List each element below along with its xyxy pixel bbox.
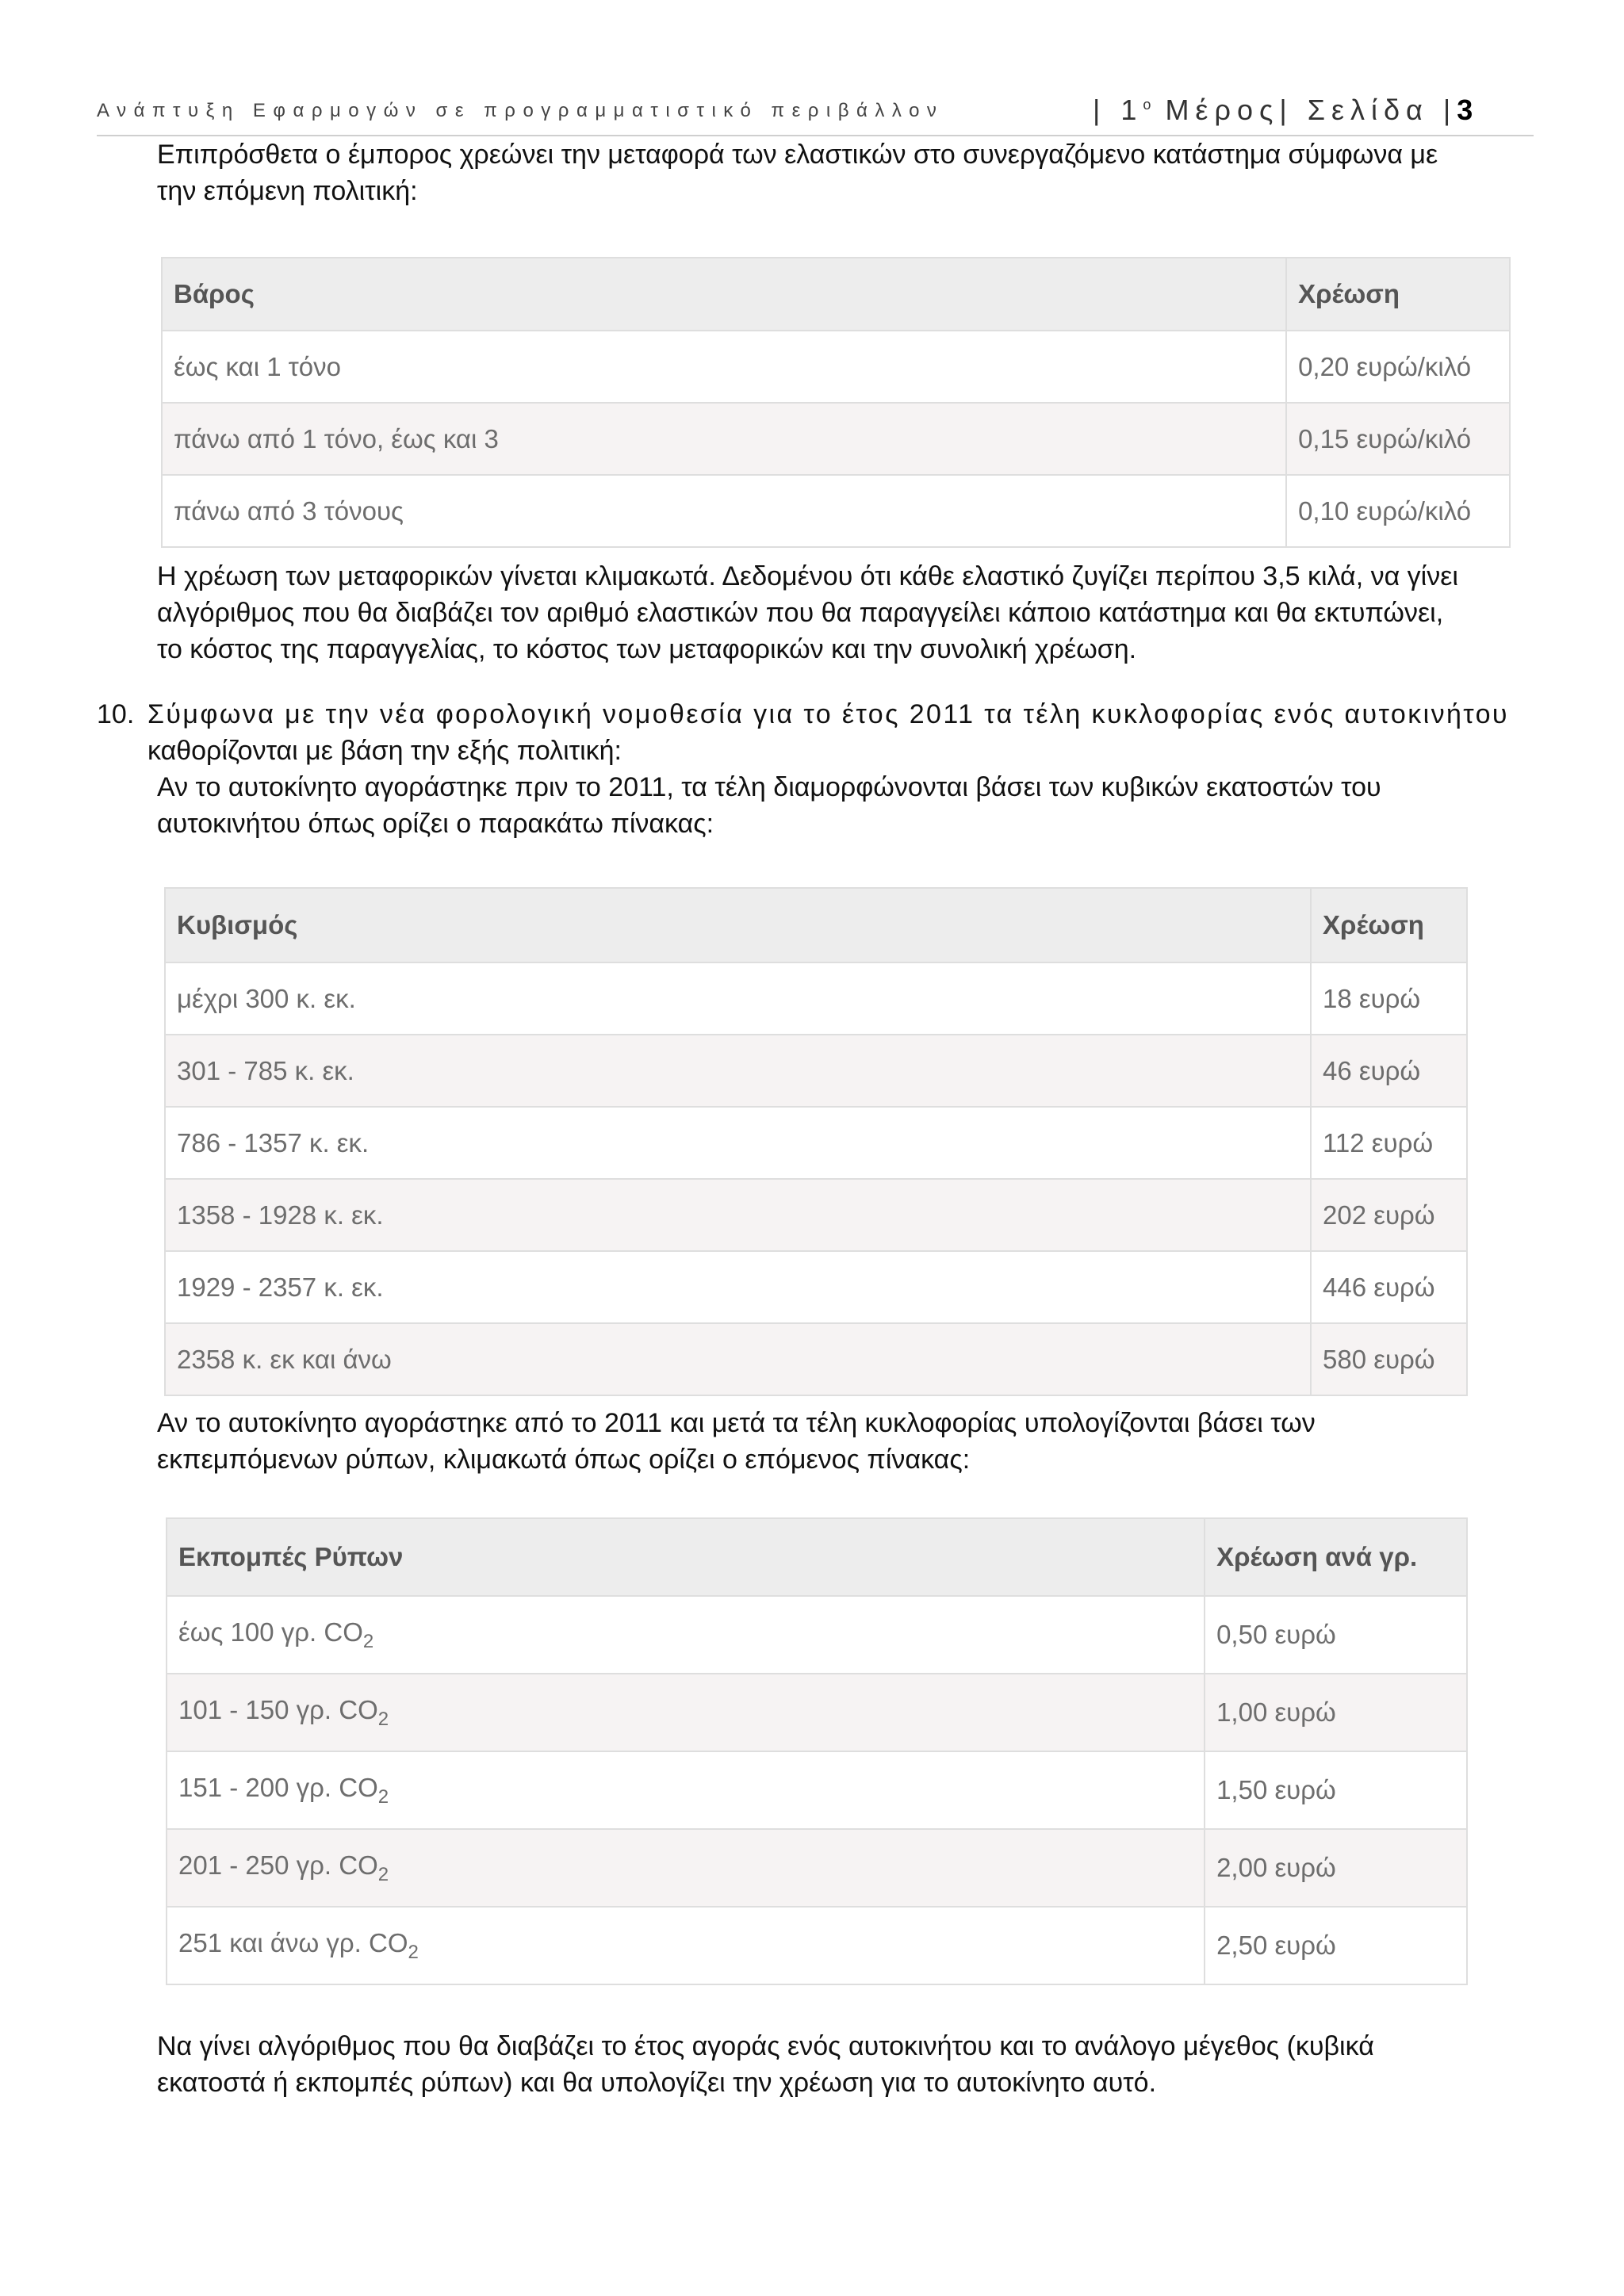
header-separator-2: | [1279, 94, 1293, 126]
charge-cell: 112 ευρώ [1311, 1107, 1467, 1179]
weight-cell: έως και 1 τόνο [162, 331, 1286, 403]
emissions-cell [167, 1596, 1205, 1674]
emissions-cell [167, 1674, 1205, 1751]
charge-cell: 0,15 ευρώ/κιλό [1286, 403, 1510, 475]
co2-label: CO [324, 1617, 363, 1647]
charge-cell: 446 ευρώ [1311, 1251, 1467, 1323]
emissions-table [166, 1517, 1468, 1985]
table-row [162, 331, 1510, 403]
capacity-cell: 301 - 785 κ. εκ. [165, 1035, 1311, 1107]
page-number: 3 [1457, 94, 1473, 126]
shipping-line-1: Η χρέωση των μεταφορικών γίνεται κλιμακωτά. Δεδομένου ότι κάθε ελαστικό ζυγίζει περίπου 3,5 κιλά, να γίνει [157, 561, 1458, 591]
table-row [165, 1251, 1467, 1323]
item-10-line-2: καθορίζονται με βάση την εξής πολιτική: [147, 736, 622, 766]
column-header-charge: Χρέωση [1286, 258, 1510, 331]
intro-paragraph [157, 136, 1438, 209]
table-row [167, 1907, 1467, 1984]
column-header-charge: Χρέωση [1311, 888, 1467, 962]
co2-subscript: 2 [408, 1941, 419, 1963]
co2-subscript: 2 [377, 1785, 389, 1808]
co2-subscript: 2 [377, 1708, 389, 1730]
table-header-row [162, 258, 1510, 331]
charge-cell: 2,50 ευρώ [1205, 1907, 1467, 1984]
charge-cell: 18 ευρώ [1311, 962, 1467, 1035]
emissions-cell [167, 1751, 1205, 1829]
table-row [167, 1829, 1467, 1907]
emissions-cell [167, 1907, 1205, 1984]
item-10-line-1: Σύμφωνα με την νέα φορολογική νομοθεσία για το έτος 2011 τα τέλη κυκλοφορίας ενός αυτοκινήτου [147, 699, 1509, 729]
page-header [97, 94, 1534, 136]
part-number: 1 [1120, 94, 1143, 126]
emissions-range: 251 και άνω γρ. [178, 1927, 362, 1957]
table-row [162, 475, 1510, 547]
shipping-charges-table [161, 257, 1511, 548]
charge-cell: 580 ευρώ [1311, 1323, 1467, 1395]
intro-line-2: την επόμενη πολιτική: [157, 176, 418, 206]
co2-label: CO [339, 1694, 378, 1724]
shipping-paragraph [157, 558, 1458, 668]
co2-label: CO [369, 1927, 408, 1957]
shipping-line-3: το κόστος της παραγγελίας, το κόστος των μεταφορικών και την συνολική χρέωση. [157, 634, 1137, 664]
capacity-cell: 1929 - 2357 κ. εκ. [165, 1251, 1311, 1323]
header-separator-3: | [1442, 94, 1457, 126]
table-header-row [165, 888, 1467, 962]
charge-cell: 1,00 ευρώ [1205, 1674, 1467, 1751]
table-row [165, 1035, 1467, 1107]
emissions-line-2: εκπεμπόμενων ρύπων, κλιμακωτά όπως ορίζει ο επόμενος πίνακας: [157, 1445, 971, 1475]
emissions-line-1: Αν το αυτοκίνητο αγοράστηκε από το 2011 και μετά τα τέλη κυκλοφορίας υπολογίζονται βάσει των [157, 1408, 1316, 1438]
charge-cell: 0,50 ευρώ [1205, 1596, 1467, 1674]
shipping-line-2: αλγόριθμος που θα διαβάζει τον αριθμό ελαστικών που θα παραγγείλει κάποιο κατάστημα και θα εκτυπώνει, [157, 598, 1444, 628]
table-row [165, 962, 1467, 1035]
emissions-paragraph [157, 1405, 1316, 1478]
co2-subscript: 2 [377, 1863, 389, 1885]
part-ordinal: ο [1143, 97, 1151, 113]
final-line-2: εκατοστά ή εκπομπές ρύπων) και θα υπολογίζει την χρέωση για το αυτοκίνητο αυτό. [157, 2068, 1157, 2098]
co2-label: CO [339, 1772, 378, 1802]
weight-cell: πάνω από 3 τόνους [162, 475, 1286, 547]
final-paragraph [157, 2028, 1374, 2101]
emissions-range: 101 - 150 γρ. [178, 1694, 332, 1724]
capacity-cell: 786 - 1357 κ. εκ. [165, 1107, 1311, 1179]
emissions-range: έως 100 γρ. [178, 1617, 317, 1647]
engine-capacity-table [164, 887, 1468, 1396]
weight-cell: πάνω από 1 τόνο, έως και 3 [162, 403, 1286, 475]
table-header-row [167, 1518, 1467, 1596]
charge-cell: 0,20 ευρώ/κιλό [1286, 331, 1510, 403]
page-word: Σελίδα [1307, 94, 1429, 126]
column-header-emissions: Εκπομπές Ρύπων [167, 1518, 1205, 1596]
table-row [167, 1674, 1467, 1751]
table-row [167, 1751, 1467, 1829]
table-row [162, 403, 1510, 475]
table-row [165, 1179, 1467, 1251]
header-separator-1: | [1093, 94, 1107, 126]
charge-cell: 1,50 ευρώ [1205, 1751, 1467, 1829]
capacity-cell: μέχρι 300 κ. εκ. [165, 962, 1311, 1035]
intro-line-1: Επιπρόσθετα ο έμπορος χρεώνει την μεταφορά των ελαστικών στο συνεργαζόμενο κατάστημα σύμφωνα με [157, 140, 1438, 170]
item-10-line-4: αυτοκινήτου όπως ορίζει ο παρακάτω πίνακας: [157, 809, 714, 839]
column-header-charge-per-gram: Χρέωση ανά γρ. [1205, 1518, 1467, 1596]
co2-label: CO [339, 1850, 378, 1880]
charge-cell: 0,10 ευρώ/κιλό [1286, 475, 1510, 547]
item-number: 10. [97, 699, 135, 729]
emissions-cell [167, 1829, 1205, 1907]
column-header-capacity: Κυβισμός [165, 888, 1311, 962]
emissions-range: 201 - 250 γρ. [178, 1850, 332, 1880]
capacity-cell: 2358 κ. εκ και άνω [165, 1323, 1311, 1395]
item-10-paragraph [97, 696, 1509, 842]
part-and-page [1093, 94, 1473, 127]
capacity-cell: 1358 - 1928 κ. εκ. [165, 1179, 1311, 1251]
item-10-line-3: Αν το αυτοκίνητο αγοράστηκε πριν το 2011, τα τέλη διαμορφώνονται βάσει των κυβικών εκατοστών του [157, 772, 1381, 802]
final-line-1: Να γίνει αλγόριθμος που θα διαβάζει το έτος αγοράς ενός αυτοκινήτου και το ανάλογο μέγεθος (κυβικά [157, 2031, 1374, 2061]
column-header-weight: Βάρος [162, 258, 1286, 331]
charge-cell: 46 ευρώ [1311, 1035, 1467, 1107]
co2-subscript: 2 [362, 1630, 374, 1652]
charge-cell: 202 ευρώ [1311, 1179, 1467, 1251]
document-title: Ανάπτυξη Εφαρμογών σε προγραμματιστικό περιβάλλον [97, 100, 944, 121]
table-row [165, 1107, 1467, 1179]
table-row [167, 1596, 1467, 1674]
charge-cell: 2,00 ευρώ [1205, 1829, 1467, 1907]
part-word: Μέρος [1165, 94, 1280, 126]
emissions-range: 151 - 200 γρ. [178, 1772, 332, 1802]
table-row [165, 1323, 1467, 1395]
